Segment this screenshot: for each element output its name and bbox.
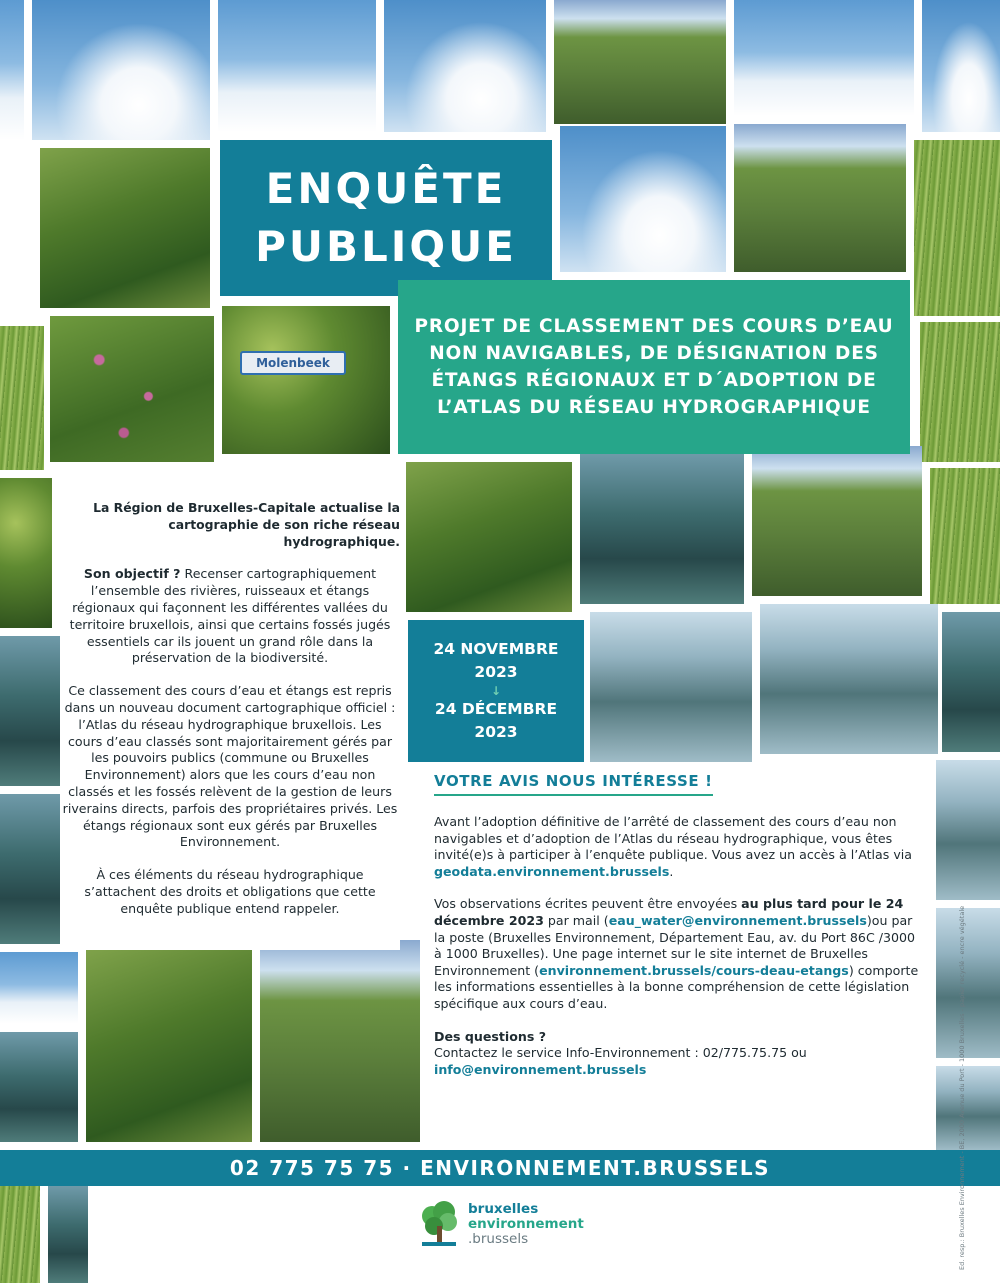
photo-molenbeek: [222, 306, 390, 454]
project-line: ÉTANGS RÉGIONAUX ET D´ADOPTION DE: [431, 370, 877, 391]
photo-sky: [384, 0, 546, 132]
arrow-down-icon: ↓: [490, 684, 502, 698]
observations-text: par mail (: [543, 912, 609, 928]
observations-paragraph: [434, 896, 920, 1012]
project-line: PROJET DE CLASSEMENT DES COURS D’EAU: [414, 316, 894, 337]
observations-text: Vos observations écrites peuvent être envoyées: [434, 896, 742, 912]
observations-text: )ou par la poste (Bruxelles Environnement, Département Eau, av. du Port 86C /3000 à 1000 Bruxelles). Une page internet sur le site internet de Bruxelles Environnement (: [434, 912, 916, 978]
photo-pond-reflection: [942, 612, 1000, 752]
opinion-panel: [420, 768, 920, 1152]
project-box: [398, 280, 910, 454]
photo-park: [0, 478, 52, 628]
photo-reflection: [936, 1066, 1000, 1150]
photo-pond-reflection: [0, 636, 60, 786]
photo-sky: [0, 0, 24, 140]
logo-line2: environnement: [468, 1215, 584, 1232]
photo-sky: [218, 0, 376, 132]
legal-notice: Ed. resp.: Bruxelles Environnement - BE, 2000 Avenue du Port - 1000 Bruxelles - papier recyclé - encre végétale: [958, 905, 966, 1270]
photo-willow: [914, 140, 1000, 316]
start-year: 2023: [474, 663, 518, 681]
questions-paragraph: [434, 1029, 920, 1079]
observations-text: ) comporte les informations essentielles à la bonne compréhension de cette législation spécifique aux cours d’eau.: [434, 962, 919, 1011]
photo-willow: [920, 322, 1000, 462]
adoption-end: .: [669, 863, 674, 879]
sign-label: Molenbeek: [256, 356, 330, 370]
classification-paragraph: Ce classement des cours d’eau et étangs est repris dans un nouveau document cartographique officiel : l’Atlas du réseau hydrographique bruxellois. Les cours d’eau classés sont majoritairement gérés par les pouvoirs publics (commune ou Bruxelles Environnement) alors que les cours d’eau non classés et les fossés relèvent de la gestion de leurs riverains directs, parfois des propriétaires privés. Les étangs régionaux sont eux gérés par Bruxelles Environnement.: [62, 683, 398, 850]
photo-stream-city: [554, 0, 726, 124]
project-line: NON NAVIGABLES, DE DÉSIGNATION DES: [429, 343, 879, 364]
tree-icon: [418, 1200, 460, 1248]
opinion-heading: VOTRE AVIS NOUS INTÉRESSE !: [434, 768, 713, 796]
photo-stream-duckweed: [86, 950, 252, 1142]
photo-reflection: [936, 908, 1000, 1058]
rights-paragraph: À ces éléments du réseau hydrographique s’attachent des droits et obligations que cette enquête publique entend rappeler.: [84, 867, 376, 916]
photo-wildflowers: [50, 316, 214, 462]
photo-sky-trees: [560, 126, 726, 272]
photo-ditch: [40, 148, 210, 308]
photo-reflection: [0, 794, 60, 944]
intro-lead: La Région de Bruxelles-Capitale actualise la cartographie de son riche réseau hydrographique.: [93, 500, 400, 549]
questions-label: Des questions ?: [434, 1028, 547, 1044]
photo-lake: [760, 604, 938, 754]
adoption-paragraph: [434, 814, 920, 880]
dates-box: [408, 620, 584, 762]
photo-willow: [0, 1186, 40, 1283]
contact-band: [0, 1150, 1000, 1186]
photo-sky: [32, 0, 210, 140]
adoption-text: Avant l’adoption définitive de l’arrêté de classement des cours d’eau non navigables et d’adoption de l’Atlas du réseau hydrographique, vous êtes invité(e)s à participer à l’enquête publique. Vous avez un accès à l’Atlas via: [434, 814, 912, 863]
photo-pond-ducks: [260, 940, 430, 1142]
geodata-link[interactable]: geodata.environnement.brussels: [434, 863, 670, 879]
water-email-link[interactable]: eau_water@environnement.brussels: [608, 912, 867, 928]
photo-pond: [590, 612, 752, 762]
deadline-text: au plus tard pour le 24 décembre 2023: [434, 896, 904, 928]
title-box: [220, 140, 552, 296]
photo-reflection: [936, 760, 1000, 900]
photo-willow: [930, 468, 1000, 604]
page-title-line1: ENQUÊTE: [265, 164, 507, 213]
photo-sky: [922, 0, 1000, 132]
brand-logo: [418, 1200, 584, 1248]
project-line: L’ATLAS DU RÉSEAU HYDROGRAPHIQUE: [437, 397, 871, 418]
objective-paragraph: [60, 566, 400, 667]
intro-panel: [60, 470, 400, 950]
objective-text: Recenser cartographiquement l’ensemble des rivières, ruisseaux et étangs régionaux qui façonnent les différentes vallées du territoire bruxellois, ainsi que certains fossés jugés essentiels car ils jouent un grand rôle dans la préservation de la biodiversité.: [69, 566, 391, 666]
photo-willow: [0, 326, 44, 470]
molenbeek-sign: [240, 351, 346, 375]
photo-reflection: [48, 1186, 88, 1283]
photo-path-stream: [734, 124, 906, 272]
start-date: 24 NOVEMBRE: [433, 640, 559, 658]
photo-sky: [0, 952, 78, 1024]
objective-label: Son objectif ?: [83, 566, 181, 582]
questions-text: Contactez le service Info-Environnement : 02/775.75.75 ou: [434, 1045, 807, 1061]
logo-line1: bruxelles: [468, 1200, 539, 1217]
end-date: 24 DÉCEMBRE: [434, 700, 558, 718]
photo-boardwalk: [752, 446, 922, 596]
page-title-line2: PUBLIQUE: [255, 222, 517, 271]
cours-deau-link[interactable]: environnement.brussels/cours-deau-etangs: [539, 962, 849, 978]
logo-line3: .brussels: [468, 1230, 529, 1247]
photo-sky: [734, 0, 914, 116]
photo-ditch-bridge: [406, 462, 572, 612]
end-year: 2023: [474, 723, 518, 741]
photo-reflection: [0, 1032, 78, 1142]
contact-text[interactable]: 02 775 75 75 · ENVIRONNEMENT.BRUSSELS: [229, 1156, 771, 1180]
photo-water-plants: [580, 454, 744, 604]
info-email-link[interactable]: info@environnement.brussels: [434, 1061, 647, 1077]
